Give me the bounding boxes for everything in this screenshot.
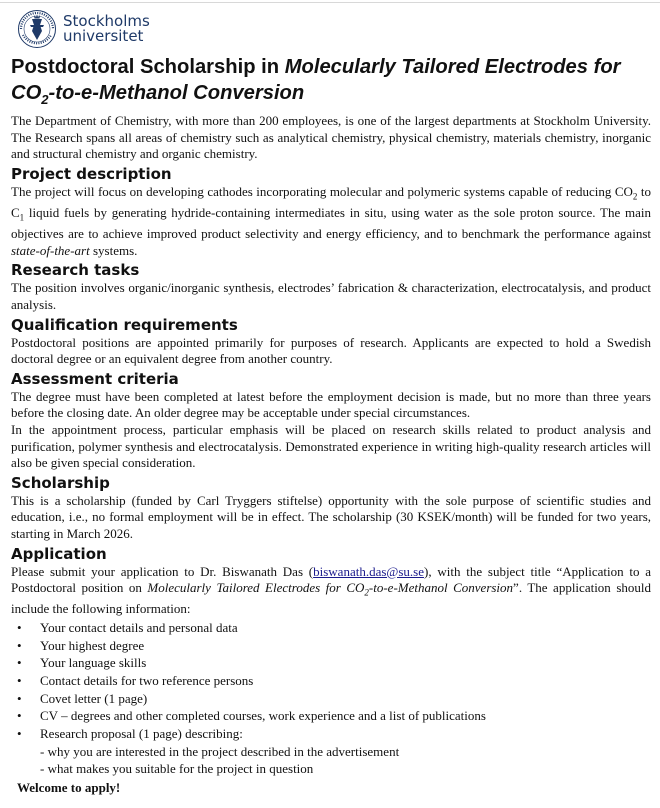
qualification-heading: Qualification requirements <box>11 315 238 334</box>
application-emphasis-2: -to-e-Methanol Conversion <box>368 580 514 596</box>
list-item <box>11 707 651 725</box>
list-item-text: Your highest degree <box>40 637 145 653</box>
bullet-icon: • <box>17 672 22 688</box>
project-paragraph <box>11 184 651 260</box>
application-emphasis-sub: 2 <box>364 587 369 598</box>
university-seal-icon <box>17 9 57 49</box>
title-prefix: Postdoctoral Scholarship in <box>11 56 285 78</box>
scholarship-heading: Scholarship <box>11 473 110 492</box>
email-link[interactable]: biswanath.das@su.se <box>313 563 425 579</box>
application-text-3: ”. The application should include the following information: <box>11 580 651 617</box>
intro-paragraph: The Department of Chemistry, with more than 200 employees, is one of the largest departments at Stockholm University. The Research spans all areas of chemistry such as analytical chemistry, physical chemistry, materials chemistry, inorganic and structural chemistry and organic chemistry. <box>11 113 651 162</box>
project-sub-2: 1 <box>19 212 25 223</box>
page-title <box>11 54 651 113</box>
sub-item: - why you are interested in the project described in the advertisement <box>40 743 400 759</box>
bullet-icon: • <box>17 637 22 653</box>
title-italic-a: Molecularly Tailored Electrodes for CO <box>11 56 621 104</box>
application-paragraph <box>11 564 651 618</box>
logo-line-2: universitet <box>63 27 144 45</box>
project-text-4: systems. <box>89 242 138 258</box>
bullet-icon: • <box>17 726 22 742</box>
document-page <box>11 8 651 798</box>
logo-line-1: Stockholms <box>63 12 150 30</box>
requirements-list <box>11 619 651 743</box>
application-text-1: Please submit your application to Dr. Biswanath Das ( <box>11 563 314 579</box>
university-logo <box>17 8 651 50</box>
tasks-heading: Research tasks <box>11 261 140 280</box>
project-emphasis: state-of-the-art <box>11 242 90 258</box>
list-item <box>11 690 651 708</box>
tasks-paragraph: The position involves organic/inorganic synthesis, electrodes’ fabrication & characterization, electrocatalysis, and product analysis. <box>11 280 651 312</box>
qualification-paragraph: Postdoctoral positions are appointed primarily for purposes of research. Applicants are expected to hold a Swedish doctoral degree or an equivalent degree from another country. <box>11 334 651 367</box>
list-item-text: Contact details for two reference persons <box>40 672 254 688</box>
list-item <box>11 672 651 690</box>
list-item <box>11 725 651 743</box>
list-item-text: Covet letter (1 page) <box>40 690 148 706</box>
list-item-text: CV – degrees and other completed courses, work experience and a list of publications <box>40 708 486 724</box>
list-item <box>11 619 651 637</box>
title-subscript: 2 <box>41 92 49 108</box>
assessment-paragraph-2: In the appointment process, particular emphasis will be placed on research skills related to product analysis and purification, polymer synthesis and electrocatalysis. Demonstrated experience in writing high-quality research articles will also be given special consideration. <box>11 421 651 471</box>
project-text-3: liquid fuels by generating hydride-containing intermediates in situ, using water as the sole proton source. The main objectives are to achieve improved product selectivity and energy efficiency, and to benchmark the performance against <box>11 205 651 242</box>
sub-item: - what makes you suitable for the project in question <box>40 761 314 777</box>
application-text-2: ), with the subject title “Application to a Postdoctoral position on <box>11 563 652 596</box>
list-item-text: Your contact details and personal data <box>40 619 238 635</box>
bullet-icon: • <box>17 619 22 635</box>
bullet-icon: • <box>17 655 22 671</box>
list-item <box>11 654 651 672</box>
list-item <box>11 637 651 655</box>
application-emphasis-1: Molecularly Tailored Electrodes for CO <box>147 580 365 596</box>
top-divider <box>0 2 660 3</box>
application-heading: Application <box>11 544 107 563</box>
list-item-text: Research proposal (1 page) describing: <box>40 726 243 742</box>
bullet-icon: • <box>17 708 22 724</box>
title-italic-b: -to-e-Methanol Conversion <box>48 82 305 104</box>
project-text-2: to C <box>11 183 651 220</box>
project-heading: Project description <box>11 164 172 183</box>
project-sub-1: 2 <box>632 191 638 202</box>
closing-line: Welcome to apply! <box>17 779 121 795</box>
scholarship-paragraph: This is a scholarship (funded by Carl Tryggers stiftelse) opportunity with the sole purpose of scientific studies and education, i.e., no formal employment will be in effect. The scholarship (30 KSEK/month) will be funded for two years, starting in March 2026. <box>11 492 651 541</box>
assessment-heading: Assessment criteria <box>11 369 179 388</box>
bullet-icon: • <box>17 690 22 706</box>
list-item-text: Your language skills <box>40 655 147 671</box>
project-text-1: The project will focus on developing cathodes incorporating molecular and polymeric systems capable of reducing CO <box>11 183 633 199</box>
assessment-paragraph-1: The degree must have been completed at latest before the employment decision is made, but no more than three years before the closing date. An older degree may be acceptable under special circumstances. <box>11 388 651 421</box>
